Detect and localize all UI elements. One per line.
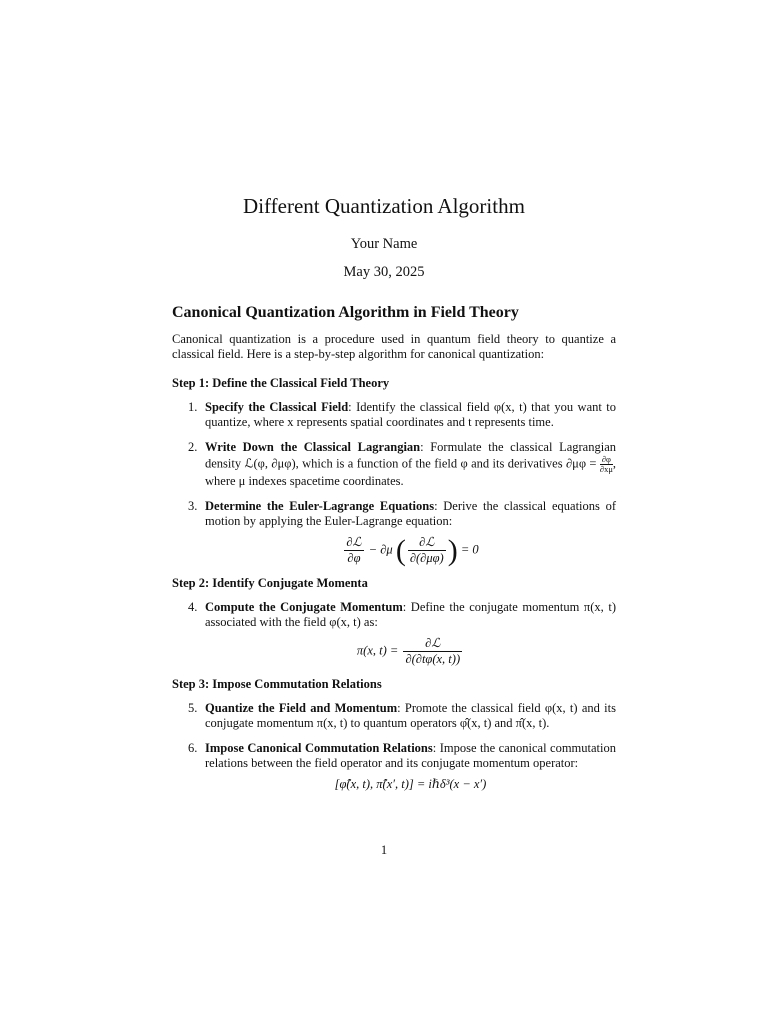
item-bold-lead: Specify the Classical Field (205, 400, 349, 414)
list-item (172, 440, 616, 489)
document-author: Your Name (350, 236, 418, 252)
list-item (172, 701, 616, 731)
equation-commutation-relation (205, 777, 616, 792)
document-body (172, 305, 616, 802)
left-paren: ( (395, 534, 406, 567)
step-heading: Step 3: Impose Commutation Relations (172, 677, 382, 691)
fraction-numerator: ∂φ (601, 454, 611, 464)
item-bold-lead: Impose Canonical Commutation Relations (205, 741, 433, 755)
fraction-numerator: ∂ℒ (346, 535, 362, 549)
equation-rhs: = 0 (460, 542, 479, 557)
equation-expression: [φ̂(x, t), π̂(x′, t)] = iℏδ³(x − x′) (334, 777, 487, 791)
step-list (172, 701, 616, 792)
section-title: Canonical Quantization Algorithm in Field Theory (172, 304, 519, 321)
item-text: : Define the conjugate momentum π(x, t) associated with the field φ(x, t) as: (205, 600, 616, 629)
fraction-denominator: ∂(∂tφ(x, t)) (405, 652, 461, 666)
item-bold-lead: Write Down the Classical Lagrangian (205, 440, 421, 454)
right-paren: ) (447, 534, 458, 567)
equation-lhs: π(x, t) = (356, 643, 399, 658)
item-number: 1. (188, 400, 198, 414)
fraction-numerator: ∂ℒ (419, 535, 435, 549)
fraction-denominator: ∂(∂μφ) (409, 551, 444, 565)
fraction-denominator: ∂φ (344, 550, 363, 566)
item-number: 6. (188, 741, 198, 755)
item-bold-lead: Compute the Conjugate Momentum (205, 600, 403, 614)
item-number: 3. (188, 499, 198, 513)
list-item (172, 499, 616, 566)
item-number: 5. (188, 701, 198, 715)
item-text: : Promote the classical field φ(x, t) and its conjugate momentum π(x, t) to quantum operators φ̂(x, t) and π̂(x, t). (205, 701, 616, 730)
step-heading: Step 1: Define the Classical Field Theory (172, 376, 390, 390)
document-title: Different Quantization Algorithm (243, 194, 525, 218)
step-list (172, 600, 616, 667)
item-text: : Derive the classical equations of motion by applying the Euler-Lagrange equation: (205, 499, 616, 528)
fraction (408, 535, 446, 566)
item-bold-lead: Determine the Euler-Lagrange Equations (205, 499, 435, 513)
section-intro: Canonical quantization is a procedure used in quantum field theory to quantize a classical field. Here is a step-by-step algorithm for canonical quantization: (172, 332, 616, 361)
item-number: 4. (188, 600, 198, 614)
list-item (172, 400, 616, 430)
fraction-denominator: ∂xμ (599, 464, 613, 474)
item-text: : Impose the canonical commutation relations between the field operator and its conjugate momentum operator: (205, 741, 616, 770)
fraction (403, 636, 462, 667)
fraction (344, 535, 363, 566)
item-bold-lead: Quantize the Field and Momentum (205, 701, 398, 715)
step-heading: Step 2: Identify Conjugate Momenta (172, 576, 368, 590)
page-number: 1 (380, 843, 388, 857)
item-text-after: , where μ indexes spacetime coordinates. (205, 456, 617, 488)
equation-operator: − ∂μ (368, 542, 393, 557)
equation-euler-lagrange (205, 535, 616, 566)
list-item (172, 741, 616, 792)
list-item (172, 600, 616, 667)
document-date: May 30, 2025 (343, 264, 425, 280)
equation-conjugate-momentum (205, 636, 616, 667)
step-list (172, 400, 616, 566)
fraction-numerator: ∂ℒ (425, 636, 441, 650)
item-text: : Identify the classical field φ(x, t) that you want to quantize, where x represents spatial coordinates and t represents time. (205, 400, 616, 429)
inline-fraction (600, 455, 613, 474)
item-number: 2. (188, 440, 198, 454)
item-text: : Formulate the classical Lagrangian density ℒ(φ, ∂μφ), which is a function of the field φ and its derivatives ∂μφ = (205, 440, 616, 471)
